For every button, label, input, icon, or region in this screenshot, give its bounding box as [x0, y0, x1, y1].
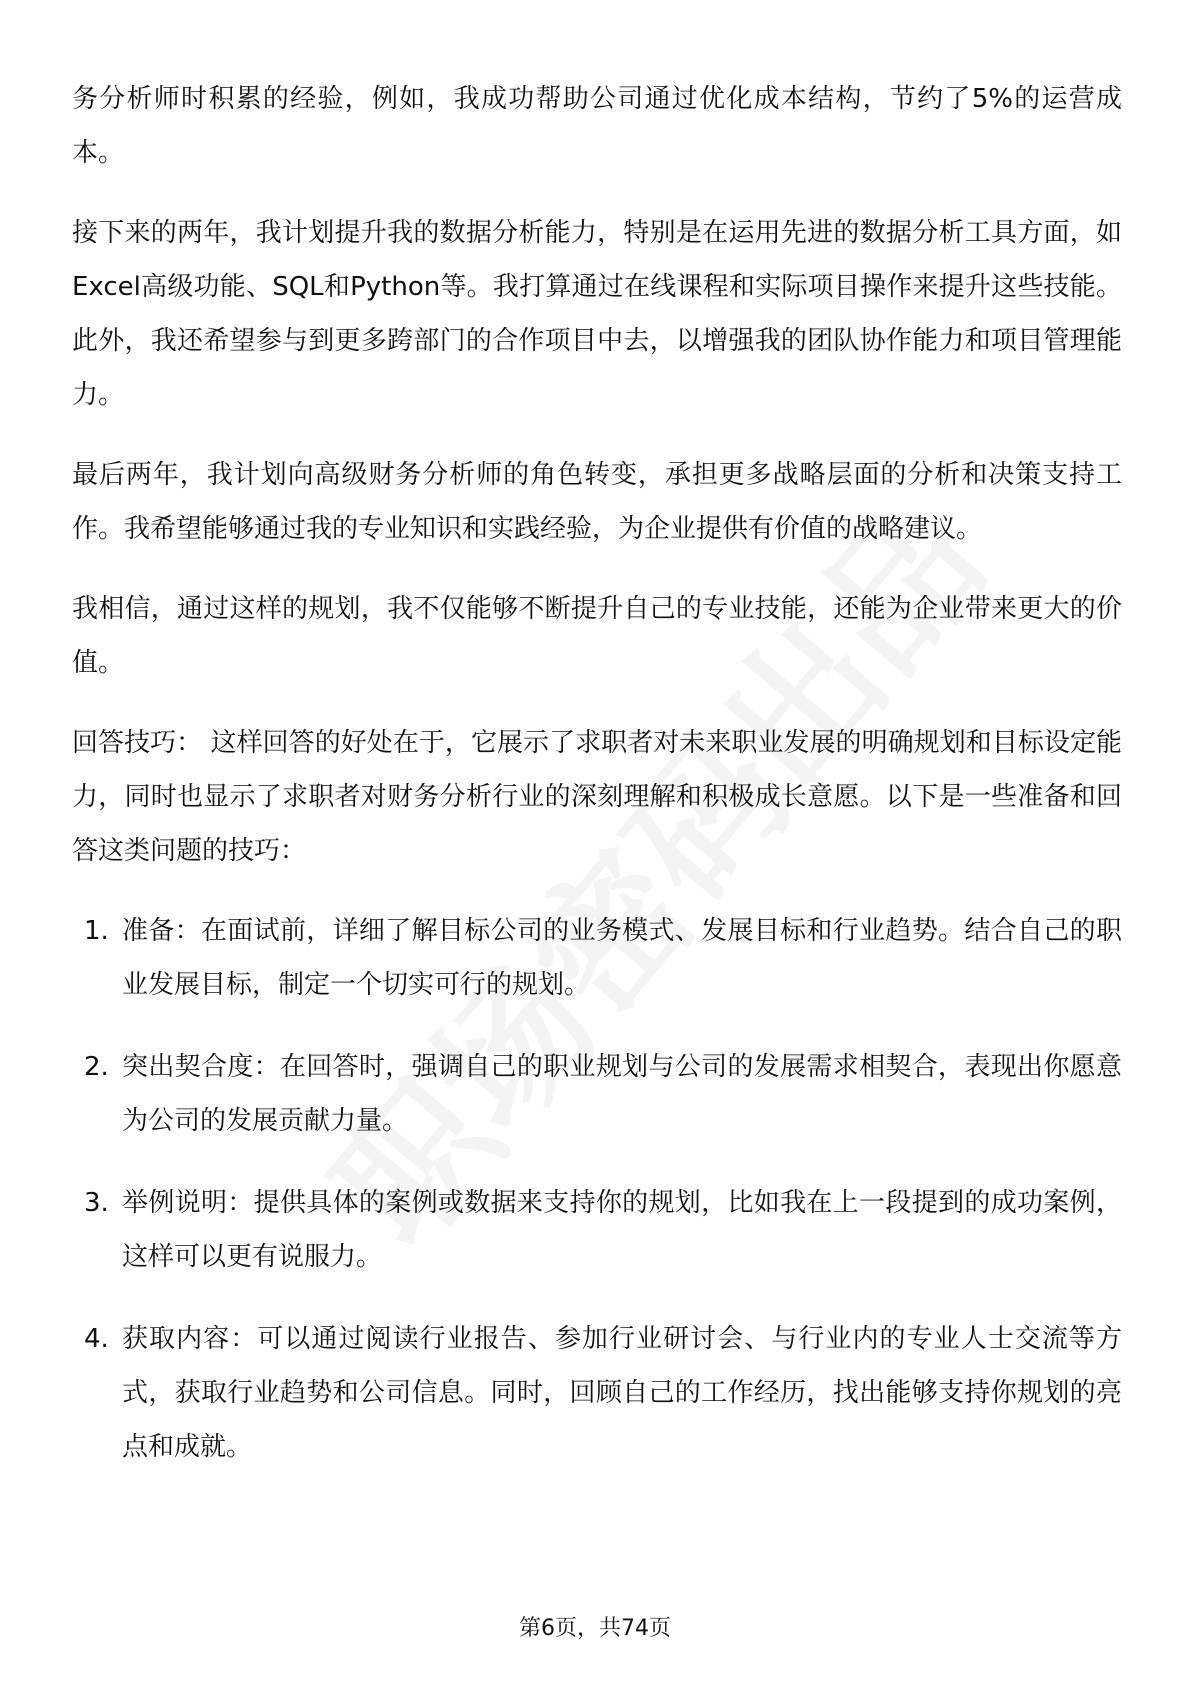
- paragraph-final-years: 最后两年，我计划向高级财务分析师的角色转变，承担更多战略层面的分析和决策支持工作。我希望能够通过我的专业知识和实践经验，为企业提供有价值的战略建议。: [72, 460, 1122, 544]
- page-number-footer: 第6页，共74页: [519, 1616, 671, 1641]
- list-item-number: 3.: [84, 1188, 109, 1218]
- list-item-number: 4.: [84, 1324, 109, 1354]
- page-content: [72, 72, 1122, 1502]
- list-item-text: 获取内容：可以通过阅读行业报告、参加行业研讨会、与行业内的专业人士交流等方式，获取行业趋势和公司信息。同时，回顾自己的工作经历，找出能够支持你规划的亮点和成就。: [122, 1324, 1122, 1462]
- list-item-text: 突出契合度：在回答时，强调自己的职业规划与公司的发展需求相契合，表现出你愿意为公司的发展贡献力量。: [122, 1052, 1122, 1136]
- list-item: [84, 904, 1122, 1012]
- list-item-number: 1.: [84, 916, 109, 946]
- paragraph-answer-tips: 回答技巧： 这样回答的好处在于，它展示了求职者对未来职业发展的明确规划和目标设定能力，同时也显示了求职者对财务分析行业的深刻理解和积极成长意愿。以下是一些准备和回答这类问题的技巧：: [72, 728, 1122, 866]
- list-item: [84, 1040, 1122, 1148]
- list-item: [84, 1176, 1122, 1284]
- paragraph-conclusion: 我相信，通过这样的规划，我不仅能够不断提升自己的专业技能，还能为企业带来更大的价值。: [72, 594, 1122, 678]
- list-item: [84, 1312, 1122, 1474]
- tips-list: [72, 904, 1122, 1474]
- list-item-number: 2.: [84, 1052, 109, 1082]
- list-item-text: 准备：在面试前，详细了解目标公司的业务模式、发展目标和行业趋势。结合自己的职业发展目标，制定一个切实可行的规划。: [122, 916, 1122, 1000]
- paragraph-experience: 务分析师时积累的经验，例如，我成功帮助公司通过优化成本结构，节约了5%的运营成本。: [72, 84, 1122, 168]
- list-item-text: 举例说明：提供具体的案例或数据来支持你的规划，比如我在上一段提到的成功案例，这样可以更有说服力。: [122, 1188, 1122, 1272]
- paragraph-two-year-plan: 接下来的两年，我计划提升我的数据分析能力，特别是在运用先进的数据分析工具方面，如Excel高级功能、SQL和Python等。我打算通过在线课程和实际项目操作来提升这些技能。此外，我还希望参与到更多跨部门的合作项目中去，以增强我的团队协作能力和项目管理能力。: [72, 218, 1122, 410]
